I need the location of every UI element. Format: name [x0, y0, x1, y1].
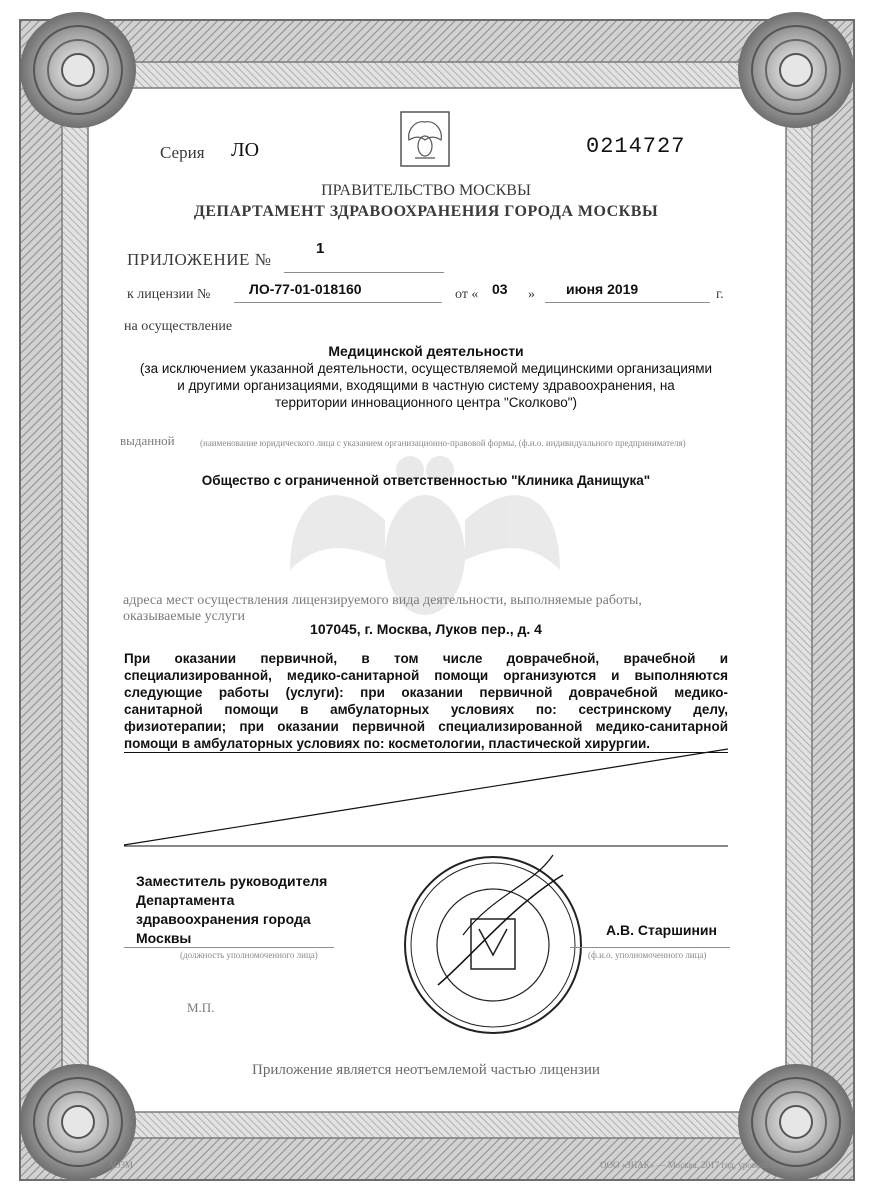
activity-description [112, 360, 740, 411]
license-number: ЛО-77-01-018160 [249, 281, 362, 297]
seal-placeholder-mp: М.П. [187, 1000, 215, 1015]
license-prefix: к лицензии № [127, 287, 211, 302]
issued-organization: Общество с ограниченной ответственностью "Клиника Данищука" [201, 473, 651, 488]
coat-of-arms-icon [401, 112, 449, 166]
name-underline [570, 947, 730, 948]
license-day: 03 [492, 281, 508, 297]
signatory-position-line: здравоохранения города [136, 911, 311, 927]
services-line: физиотерапии; при оказании первичной специализированной медико-санитарной [124, 719, 728, 734]
services-line: помощи в амбулаторных условиях по: косметологии, пластической хирургии. [124, 735, 728, 753]
position-caption: (должность уполномоченного лица) [180, 950, 318, 960]
official-seal [405, 855, 581, 1033]
issued-label: выданной [120, 433, 175, 448]
document-number: 0214727 [586, 134, 686, 159]
address-label-line2: оказываемые услуги [123, 609, 246, 624]
services-text [124, 650, 728, 753]
activity-title: Медицинской деятельности [328, 343, 524, 359]
license-number-underline [234, 302, 442, 303]
diagonal-cross-line [124, 749, 728, 845]
services-line: следующие работы (услуги): при оказании первичной доврачебной медико- [124, 685, 728, 700]
activity-label: на осуществление [124, 319, 233, 334]
printer-imprint: ООО «ЗНАК» — Москва, 2017 год, уровень Б [600, 1160, 777, 1170]
services-line: При оказании первичной, в том числе доврачебной, врачебной и [124, 651, 728, 666]
license-from-label: от « [455, 287, 479, 302]
license-close-quote: » [528, 287, 535, 302]
services-line: специализированной, медико-санитарной помощи организуются и выполняются [124, 668, 728, 683]
signatory-position-line: Департамента [136, 892, 235, 908]
activity-description-line: территории инновационного центра "Сколково") [274, 395, 578, 410]
appendix-number: 1 [316, 240, 325, 257]
services-line: санитарной помощи в амбулаторных условиях по: сестринскому делу, [124, 702, 728, 717]
footer-note: Приложение является неотъемлемой частью лицензии [252, 1062, 600, 1078]
license-month-year: июня 2019 [566, 281, 639, 297]
signatory-position [136, 872, 327, 948]
name-caption: (ф.и.о. уполномоченного лица) [588, 950, 707, 960]
issued-caption: (наименование юридического лица с указанием организационно-правовой формы, (ф.и.о. индивидуального предпринимателя) [200, 438, 686, 448]
address-value: 107045, г. Москва, Луков пер., д. 4 [310, 621, 542, 637]
series-value: ЛО [231, 139, 260, 161]
department-heading: ДЕПАРТАМЕНТ ЗДРАВООХРАНЕНИЯ ГОРОДА МОСКВЫ [193, 203, 659, 220]
activity-description-line: (за исключением указанной деятельности, осуществляемой медицинскими организациями [139, 361, 713, 376]
appendix-underline [284, 272, 444, 273]
position-underline [124, 947, 334, 948]
government-heading: ПРАВИТЕЛЬСТВО МОСКВЫ [321, 182, 531, 199]
footer-left-code: АО3М [108, 1160, 134, 1170]
address-label-line1: адреса мест осуществления лицензируемого вида деятельности, выполняемые работы, [123, 593, 642, 608]
activity-description-line: и другими организациями, входящими в частную систему здравоохранения, на [177, 378, 675, 393]
license-year-suffix: г. [716, 287, 724, 302]
appendix-label: ПРИЛОЖЕНИЕ № [127, 250, 272, 269]
series-label: Серия [160, 143, 205, 162]
signatory-name: А.В. Старшинин [606, 922, 717, 938]
license-date-underline [545, 302, 710, 303]
signatory-position-line: Москвы [136, 930, 192, 946]
signatory-position-line: Заместитель руководителя [136, 873, 328, 889]
